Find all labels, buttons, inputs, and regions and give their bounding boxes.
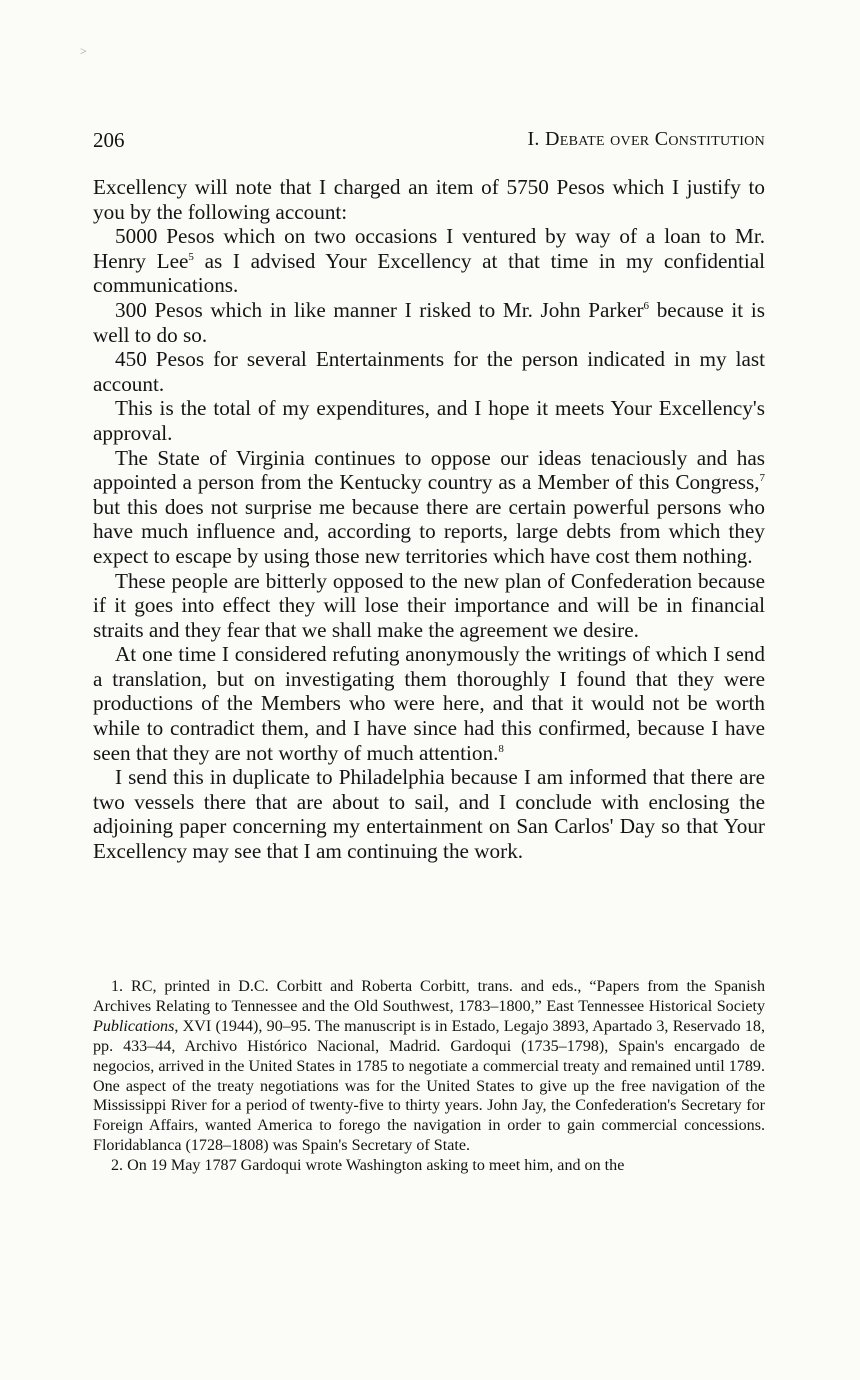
body-text — [93, 175, 765, 864]
body-paragraph — [93, 446, 765, 569]
paragraph-text: but this does not surprise me because there are certain powerful persons who have much influence and, according to reports, large debts from which they expect to escape by using those new territories which have cost them nothing. — [93, 494, 765, 568]
page-number: 206 — [93, 128, 125, 152]
note-reference: 6 — [643, 299, 650, 312]
body-paragraph — [93, 396, 765, 445]
note-reference: 7 — [759, 472, 765, 485]
paragraph-text: because it is well to do so. — [93, 297, 765, 347]
body-paragraph — [93, 569, 765, 643]
note-reference: 5 — [188, 250, 194, 263]
footnote-1-journal: Publications — [93, 1017, 175, 1035]
body-paragraph — [93, 298, 765, 347]
footnotes — [93, 977, 765, 1176]
scan-mark: > — [80, 44, 87, 58]
footnote-2: 2. On 19 May 1787 Gardoqui wrote Washington asking to meet him, and on the — [111, 1157, 625, 1175]
paragraph-text: This is the total of my expenditures, and I hope it meets Your Excellency's approval. — [93, 396, 765, 445]
footnote-1 — [93, 977, 765, 1156]
paragraph-text: 5000 Pesos which on two occasions I ventured by way of a loan to Mr. Henry Lee — [93, 224, 765, 273]
note-reference: 8 — [498, 742, 504, 755]
body-paragraph — [93, 765, 765, 863]
page-header — [93, 128, 765, 154]
body-paragraph — [93, 224, 765, 298]
footnote-1-text-cont: , XVI (1944), 90–95. The manuscript is in Estado, Legajo 3893, Apartado 3, Reservado 18, pp. 433–44, Archivo Histórico Nacional, Madrid. Gardoqui (1735–1798), Spain's encargado de negocios, arrived in the United States in 1785 to negotiate a commercial treaty and remained until 1789. One aspect of the treaty negotiations was for the United States to give up the free navigation of the Mississippi River for a period of twenty-five to thirty years. John Jay, the Confederation's Secretary for Foreign Affairs, wanted America to forego the navigation in order to gain commercial concessions. Floridablanca (1728–1808) was Spain's Secretary of State. — [93, 1017, 765, 1155]
running-head — [527, 128, 765, 151]
paragraph-text: Excellency will note that I charged an item of 5750 Pesos which I justify to you by the following account: — [93, 175, 765, 224]
paragraph-text: as I advised Your Excellency at that time in my confidential communications. — [93, 248, 766, 298]
paragraph-text: At one time I considered refuting anonymously the writings of which I send a translation, but on investigating them thoroughly I found that they were productions of the Members who were here, and that it would not be worth while to contradict them, and I have since had this confirmed, because I have seen that they are not worthy of much attention. — [93, 642, 765, 765]
paragraph-text: I send this in duplicate to Philadelphia because I am informed that there are two vessels there that are about to sail, and I conclude with enclosing the adjoining paper concerning my entertainment on San Carlos' Day so that Your Excellency may see that I am continuing the work. — [93, 765, 765, 864]
paragraph-text: 300 Pesos which in like manner I risked to Mr. John Parker — [115, 297, 644, 322]
running-head-prefix: I. — [527, 128, 546, 150]
paragraph-text: These people are bitterly opposed to the new plan of Confederation because if it goes into effect they will lose their importance and will be in financial straits and they fear that we shall make the agreement we desire. — [93, 568, 765, 642]
running-head-title: Debate over Constitution — [545, 128, 765, 150]
footnote-1-text: 1. RC, printed in D.C. Corbitt and Roberta Corbitt, trans. and eds., “Papers from the Spanish Archives Relating to Tennessee and the Old Southwest, 1783–1800,” East Tennessee Historical Society — [93, 978, 765, 1015]
body-paragraph — [93, 642, 765, 765]
body-paragraph — [93, 347, 765, 396]
paragraph-text: 450 Pesos for several Entertainments for the person indicated in my last account. — [93, 347, 765, 396]
body-paragraph — [93, 175, 765, 224]
paragraph-text: The State of Virginia continues to oppose our ideas tenaciously and has appointed a person from the Kentucky country as a Member of this Congress, — [93, 445, 765, 495]
